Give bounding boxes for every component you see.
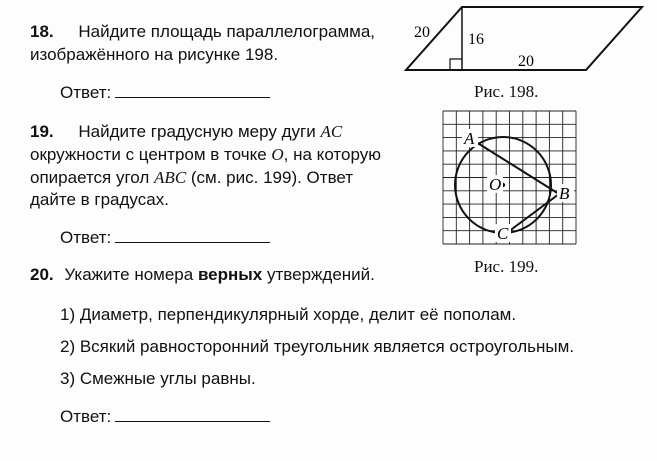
task19-line2 [30,143,381,167]
task19-text-4: дайте в градусах. [30,190,169,209]
label-base: 20 [518,53,534,70]
label-side: 20 [414,24,430,41]
task19-text-3c: (см. рис. 199). Ответ [190,168,354,187]
task19-line1 [30,120,342,144]
statement-2: 2) Всякий равносторонний треугольник является остроугольным. [60,337,575,356]
point-b: B [559,184,570,203]
task19-text-1a: Найдите градусную меру дуги [78,122,316,141]
task20-answer-field[interactable] [115,405,270,422]
point-a: A [464,129,475,148]
task20-answer [60,405,270,429]
task19-answer [60,226,270,250]
figure-199 [440,108,580,248]
task19-number: 19. [30,122,54,141]
task18-text-2: изображённого на рисунке 198. [30,45,279,64]
task20-number: 20. [30,265,54,284]
right-angle-mark [450,59,462,70]
point-c: C [497,224,509,243]
task19-answer-field[interactable] [115,226,270,243]
angle-abc: ABC [154,168,187,187]
statement-1: 1) Диаметр, перпендикулярный хорде, делит её пополам. [60,305,517,324]
figure-198 [400,2,650,82]
figure-199-caption: Рис. 199. [474,257,539,276]
task19-text-2c: , на которую [283,145,381,164]
task18-text-1: Найдите площадь параллелограмма, [78,22,376,41]
task20-prompt-b: утверждений. [267,265,375,284]
task19-text-2a: окружности с центром в точке [30,145,267,164]
task20-prompt-a: Укажите номера [64,265,194,284]
center-o: O [271,145,284,164]
figure-198-caption: Рис. 198. [474,82,539,101]
task20-answer-label: Ответ: [60,407,112,426]
task19-answer-label: Ответ: [60,228,112,247]
task18-line1 [30,20,375,44]
arc-ac: AC [320,122,343,141]
task20-prompt-bold: верных [197,265,263,284]
label-height: 16 [468,31,484,48]
task19-line3 [30,166,353,190]
task18-number: 18. [30,22,54,41]
chord-bc [508,194,559,232]
task18-answer-field[interactable] [115,81,270,98]
task19-text-3a: опирается угол [30,168,150,187]
task20-prompt [30,263,375,287]
task18-answer-label: Ответ: [60,83,112,102]
point-o: O [489,175,502,194]
task18-answer [60,81,270,105]
statement-3: 3) Смежные углы равны. [60,369,256,388]
